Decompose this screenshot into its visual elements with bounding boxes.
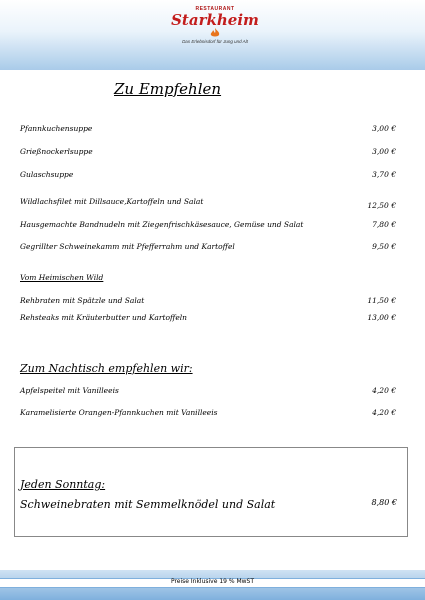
- sunday-special-heading: Jeden Sonntag:: [20, 478, 106, 491]
- menu-item: [20, 124, 400, 138]
- menu-item-name: Rehsteaks mit Kräuterbutter und Kartoffeln: [20, 313, 187, 322]
- menu-item: [20, 242, 400, 256]
- menu-item-name: Karamelisierte Orangen-Pfannkuchen mit Vanilleeis: [20, 408, 218, 417]
- logo-tagline: Das Erlebnisdorf für Jung und Alt: [182, 39, 248, 44]
- logo-top-text: RESTAURANT: [195, 6, 235, 12]
- menu-item-price: 12,50 €: [367, 201, 396, 210]
- section-heading-wild: Vom Heimischen Wild: [20, 273, 104, 282]
- menu-item-name: Rehbraten mit Spätzle und Salat: [20, 296, 145, 305]
- menu-item-price: 3,00 €: [372, 124, 396, 133]
- menu-item-price: 3,70 €: [372, 170, 396, 179]
- menu-item: [20, 296, 400, 310]
- menu-item: [20, 313, 400, 327]
- menu-item: [20, 147, 400, 161]
- sunday-special-price: 8,80 €: [371, 498, 397, 507]
- menu-item: [20, 220, 400, 234]
- menu-item-price: 4,20 €: [372, 386, 396, 395]
- menu-item-price: 7,80 €: [372, 220, 396, 229]
- section-heading-dessert: Zum Nachtisch empfehlen wir:: [20, 362, 193, 375]
- footer-tax-note: Preise Inklusive 19 % MwST: [170, 578, 255, 585]
- restaurant-logo: [160, 6, 270, 62]
- menu-item-name: Gegrillter Schweinekamm mit Pfefferrahm und Kartoffel: [20, 242, 235, 251]
- menu-item-price: 9,50 €: [372, 242, 396, 251]
- menu-item: [20, 197, 400, 211]
- menu-item-name: Apfelspeitel mit Vanilleeis: [20, 386, 119, 395]
- menu-item-name: Gulaschsuppe: [20, 170, 74, 179]
- menu-item-price: 3,00 €: [372, 147, 396, 156]
- page-title: Zu Empfehlen: [114, 80, 222, 98]
- menu-item: [20, 408, 400, 422]
- menu-item-name: Wildlachsfilet mit Dillsauce,Kartoffeln und Salat: [20, 197, 204, 206]
- menu-item-name: Grießnockerlsuppe: [20, 147, 93, 156]
- sunday-special-box: [14, 447, 408, 537]
- menu-item: [20, 170, 400, 184]
- menu-item-name: Pfannkuchensuppe: [20, 124, 93, 133]
- menu-item-price: 13,00 €: [367, 313, 396, 322]
- logo-name: Starkheim: [171, 11, 259, 29]
- sunday-special-name: Schweinebraten mit Semmelknödel und Salat: [20, 498, 276, 511]
- menu-item-price: 4,20 €: [372, 408, 396, 417]
- menu-item: [20, 386, 400, 400]
- flame-icon: [208, 28, 222, 38]
- menu-item-price: 11,50 €: [367, 296, 396, 305]
- menu-item-name: Hausgemachte Bandnudeln mit Ziegenfrischkäsesauce, Gemüse und Salat: [20, 220, 304, 229]
